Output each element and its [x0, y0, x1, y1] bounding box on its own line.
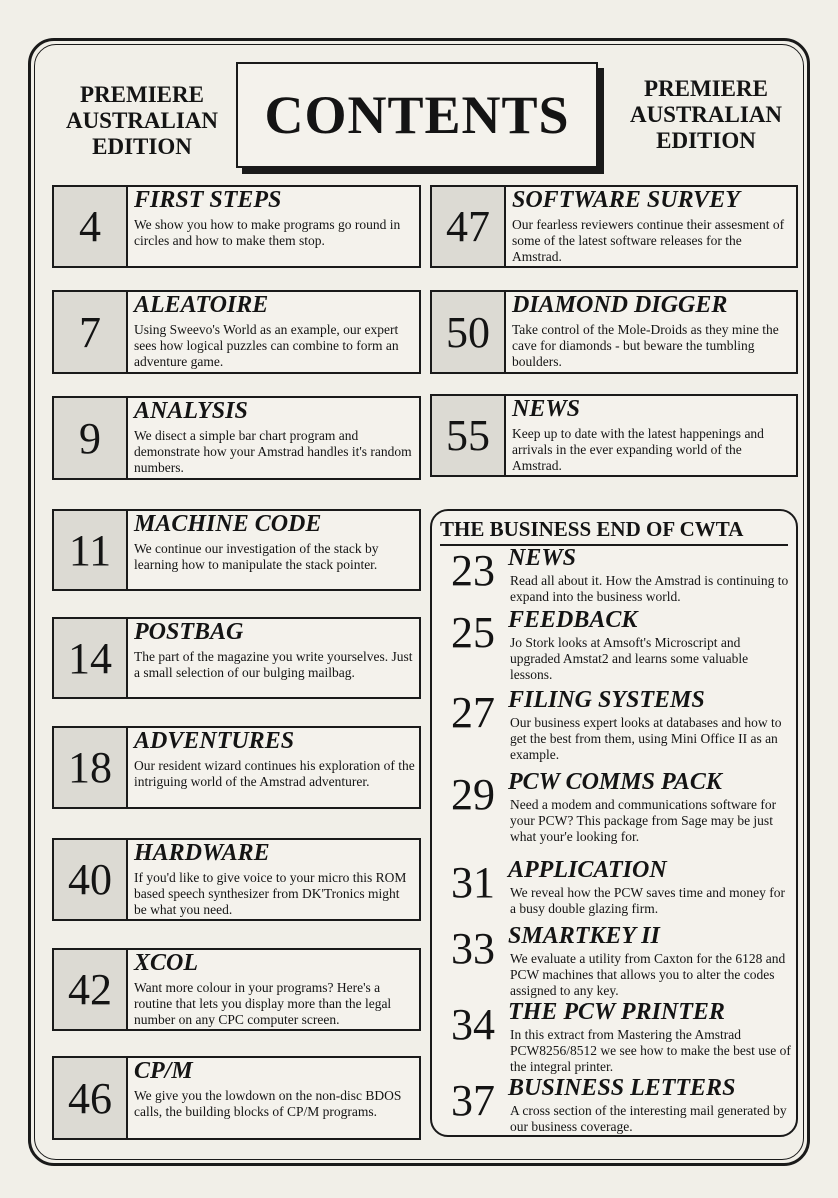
entry-description: Read all about it. How the Amstrad is continuing to expand into the business world.: [510, 573, 789, 604]
entry-description: A cross section of the interesting mail generated by our business coverage.: [510, 1103, 787, 1134]
business-entry[interactable]: [432, 769, 796, 849]
entry-description: Want more colour in your programs? Here's a routine that lets you display more than the legal number on any CPC computer screen.: [134, 980, 392, 1027]
entry-description: We evaluate a utility from Caxton for the 6128 and PCW machines that allows you to alter the codes assigned to any key.: [510, 951, 786, 998]
page-number: 23: [451, 546, 495, 595]
entry-heading: POSTBAG: [134, 619, 244, 645]
entry-heading: FEEDBACK: [508, 607, 638, 633]
entry-description: Keep up to date with the latest happenings and arrivals in the ever expanding world of the Amstrad.: [512, 426, 764, 473]
page-number: 33: [451, 924, 495, 973]
entry-description: Our fearless reviewers continue their assesment of some of the latest software releases for the Amstrad.: [512, 217, 785, 264]
contents-entry[interactable]: [52, 396, 421, 480]
page-number: 9: [54, 398, 128, 478]
entry-description: Using Sweevo's World as an example, our expert sees how logical puzzles can combine to form an adventure game.: [134, 322, 399, 369]
page-number: 55: [432, 396, 506, 475]
page-number: 11: [54, 511, 128, 589]
contents-entry[interactable]: [52, 838, 421, 921]
edition-label-right: PREMIERE AUSTRALIAN EDITION: [629, 76, 783, 153]
page-number: 47: [432, 187, 506, 266]
contents-entry[interactable]: [52, 948, 421, 1031]
entry-description: Take control of the Mole-Droids as they mine the cave for diamonds - but beware the tumbling boulders.: [512, 322, 779, 369]
business-entry[interactable]: [432, 687, 796, 763]
entry-description: Need a modem and communications software for your PCW? This package from Sage may be just what your'e looking for.: [510, 797, 777, 844]
entry-heading: HARDWARE: [134, 840, 270, 866]
entry-heading: XCOL: [134, 950, 199, 976]
contents-entry[interactable]: [52, 509, 421, 591]
page-number: 18: [54, 728, 128, 807]
edition-label-left: PREMIERE AUSTRALIAN EDITION: [65, 82, 219, 159]
entry-description: We show you how to make programs go round in circles and how to make them stop.: [134, 217, 401, 248]
entry-description: The part of the magazine you write yourselves. Just a small selection of our bulging mailbag.: [134, 649, 413, 680]
page-number: 34: [451, 1000, 495, 1049]
page-number: 29: [451, 770, 495, 819]
entry-description: We reveal how the PCW saves time and money for a busy double glazing firm.: [510, 885, 785, 916]
entry-description: Jo Stork looks at Amsoft's Microscript and upgraded Amstat2 and learns some valuable lessons.: [510, 635, 749, 682]
entry-heading: MACHINE CODE: [134, 511, 322, 537]
entry-heading: APPLICATION: [508, 857, 667, 883]
contents-entry[interactable]: [52, 1056, 421, 1140]
contents-entry[interactable]: [430, 185, 798, 268]
page-number: 27: [451, 688, 495, 737]
entry-description: In this extract from Mastering the Amstrad PCW8256/8512 we see how to make the best use of the integral printer.: [510, 1027, 791, 1074]
contents-entry[interactable]: [52, 617, 421, 699]
entry-heading: SOFTWARE SURVEY: [512, 187, 740, 213]
entry-heading: CP/M: [134, 1058, 193, 1084]
entry-heading: FILING SYSTEMS: [508, 687, 705, 713]
entry-description: We continue our investigation of the stack by learning how to manipulate the stack pointer.: [134, 541, 379, 572]
business-entry[interactable]: [432, 607, 796, 683]
business-section: [430, 509, 798, 1137]
business-entry[interactable]: [432, 857, 796, 917]
page-number: 4: [54, 187, 128, 266]
entry-description: Our business expert looks at databases and how to get the best from them, using Mini Office II as an example.: [510, 715, 782, 762]
page-number: 46: [54, 1058, 128, 1138]
page-number: 40: [54, 840, 128, 919]
page-number: 42: [54, 950, 128, 1029]
entry-heading: ADVENTURES: [134, 728, 295, 754]
page-number: 31: [451, 858, 495, 907]
entry-heading: NEWS: [512, 396, 581, 422]
business-entry[interactable]: [432, 1075, 796, 1135]
entry-heading: SMARTKEY II: [508, 923, 660, 949]
page-number: 50: [432, 292, 506, 372]
entry-description: If you'd like to give voice to your micro this ROM based speech synthesizer from DK'Tronics might be what you need.: [134, 870, 407, 917]
page-number: 7: [54, 292, 128, 372]
entry-description: Our resident wizard continues his exploration of the intriguing world of the Amstrad adventurer.: [134, 758, 415, 789]
entry-heading: BUSINESS LETTERS: [508, 1075, 736, 1101]
entry-heading: PCW COMMS PACK: [508, 769, 722, 795]
business-entry[interactable]: [432, 923, 796, 997]
entry-heading: NEWS: [508, 545, 577, 571]
page-number: 25: [451, 608, 495, 657]
business-entry[interactable]: [432, 999, 796, 1073]
entry-heading: DIAMOND DIGGER: [512, 292, 728, 318]
contents-entry[interactable]: [52, 726, 421, 809]
contents-entry[interactable]: [430, 290, 798, 374]
entry-heading: THE PCW PRINTER: [508, 999, 725, 1025]
entry-description: We disect a simple bar chart program and demonstrate how your Amstrad handles it's random numbers.: [134, 428, 412, 475]
business-section-title: THE BUSINESS END OF CWTA: [440, 517, 788, 546]
business-entry[interactable]: [432, 545, 796, 605]
page-title: CONTENTS: [264, 85, 570, 145]
entry-heading: FIRST STEPS: [134, 187, 282, 213]
contents-entry[interactable]: [52, 290, 421, 374]
contents-entry[interactable]: [52, 185, 421, 268]
page-number: 14: [54, 619, 128, 697]
page-number: 37: [451, 1076, 495, 1125]
entry-description: We give you the lowdown on the non-disc BDOS calls, the building blocks of CP/M programs.: [134, 1088, 402, 1119]
contents-title-box: [236, 62, 598, 168]
contents-entry[interactable]: [430, 394, 798, 477]
entry-heading: ALEATOIRE: [134, 292, 269, 318]
entry-heading: ANALYSIS: [134, 398, 248, 424]
